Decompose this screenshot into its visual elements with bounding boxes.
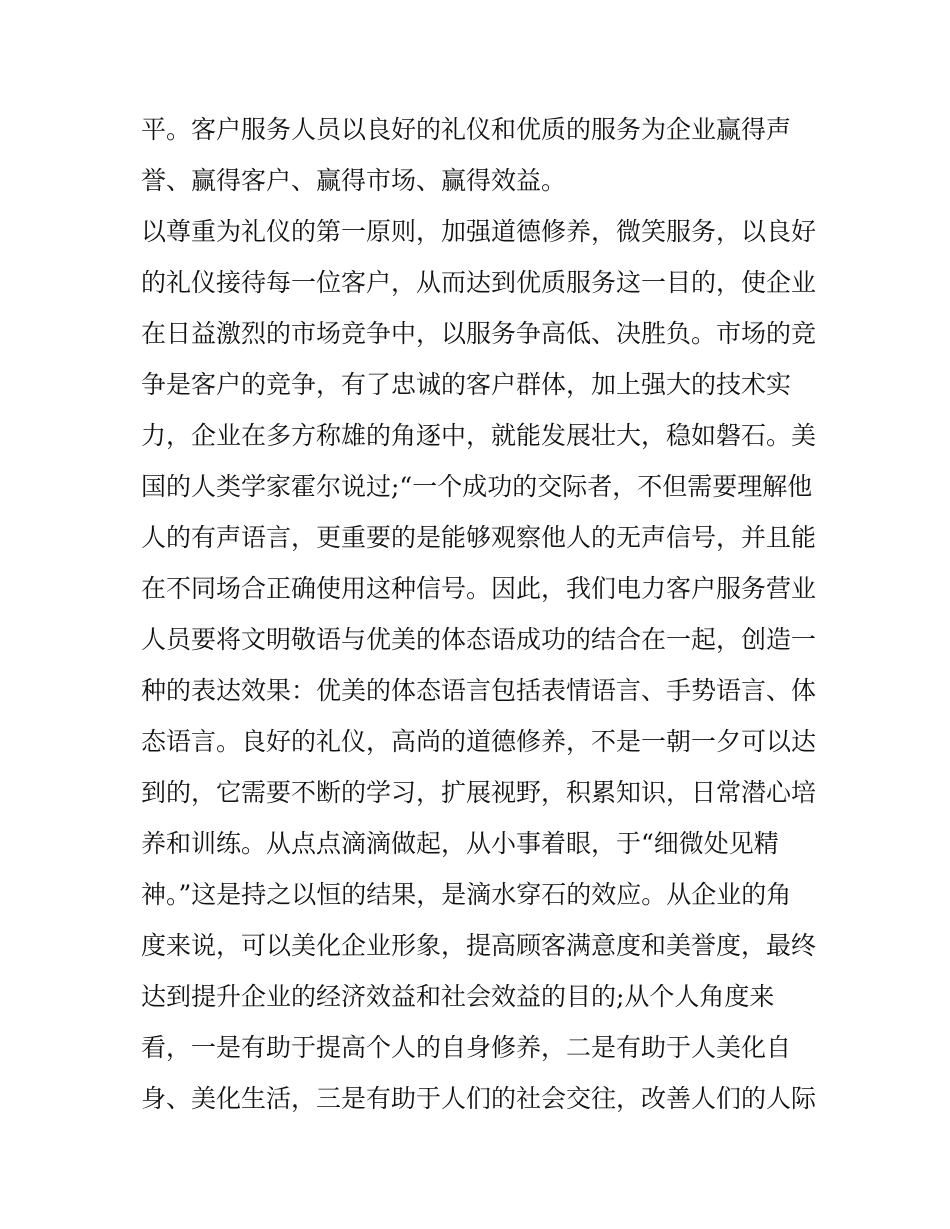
text-line: 人的有声语言，更重要的是能够观察他人的无声信号，并且能	[141, 523, 817, 552]
text-line: 神。”这是持之以恒的结果，是滴水穿石的效应。从企业的角	[141, 880, 792, 909]
text-line: 看，一是有助于提高个人的自身修养，二是有助于人美化自	[141, 1033, 792, 1062]
text-line: 在不同场合正确使用这种信号。因此，我们电力客户服务营业	[141, 574, 817, 603]
text-line: 的礼仪接待每一位客户，从而达到优质服务这一目的，使企业	[141, 268, 817, 297]
text-line: 身、美化生活，三是有助于人们的社会交往，改善人们的人际	[141, 1084, 817, 1113]
body-text	[141, 104, 821, 1124]
text-line: 争是客户的竞争，有了忠诚的客户群体，加上强大的技术实	[141, 370, 792, 399]
text-line: 度来说，可以美化企业形象，提高顾客满意度和美誉度，最终	[141, 931, 817, 960]
text-line: 在日益激烈的市场竞争中，以服务争高低、决胜负。市场的竞	[141, 319, 817, 348]
text-line: 国的人类学家霍尔说过;“一个成功的交际者，不但需要理解他	[141, 472, 813, 501]
text-line: 养和训练。从点点滴滴做起，从小事着眼，于“细微处见精	[141, 829, 779, 858]
text-line: 种的表达效果：优美的体态语言包括表情语言、手势语言、体	[141, 676, 817, 705]
text-line: 平。客户服务人员以良好的礼仪和优质的服务为企业赢得声	[141, 115, 792, 144]
text-line: 以尊重为礼仪的第一原则，加强道德修养，微笑服务，以良好	[141, 217, 817, 246]
text-line: 誉、赢得客户、赢得市场、赢得效益。	[141, 166, 567, 195]
text-line: 达到提升企业的经济效益和社会效益的目的;从个人角度来	[141, 982, 775, 1011]
text-line: 人员要将文明敬语与优美的体态语成功的结合在一起，创造一	[141, 625, 817, 654]
text-line: 到的，它需要不断的学习，扩展视野，积累知识，日常潜心培	[141, 778, 817, 807]
text-line: 力，企业在多方称雄的角逐中，就能发展壮大，稳如磐石。美	[141, 421, 817, 450]
text-line: 态语言。良好的礼仪，高尚的道德修养，不是一朝一夕可以达	[141, 727, 817, 756]
